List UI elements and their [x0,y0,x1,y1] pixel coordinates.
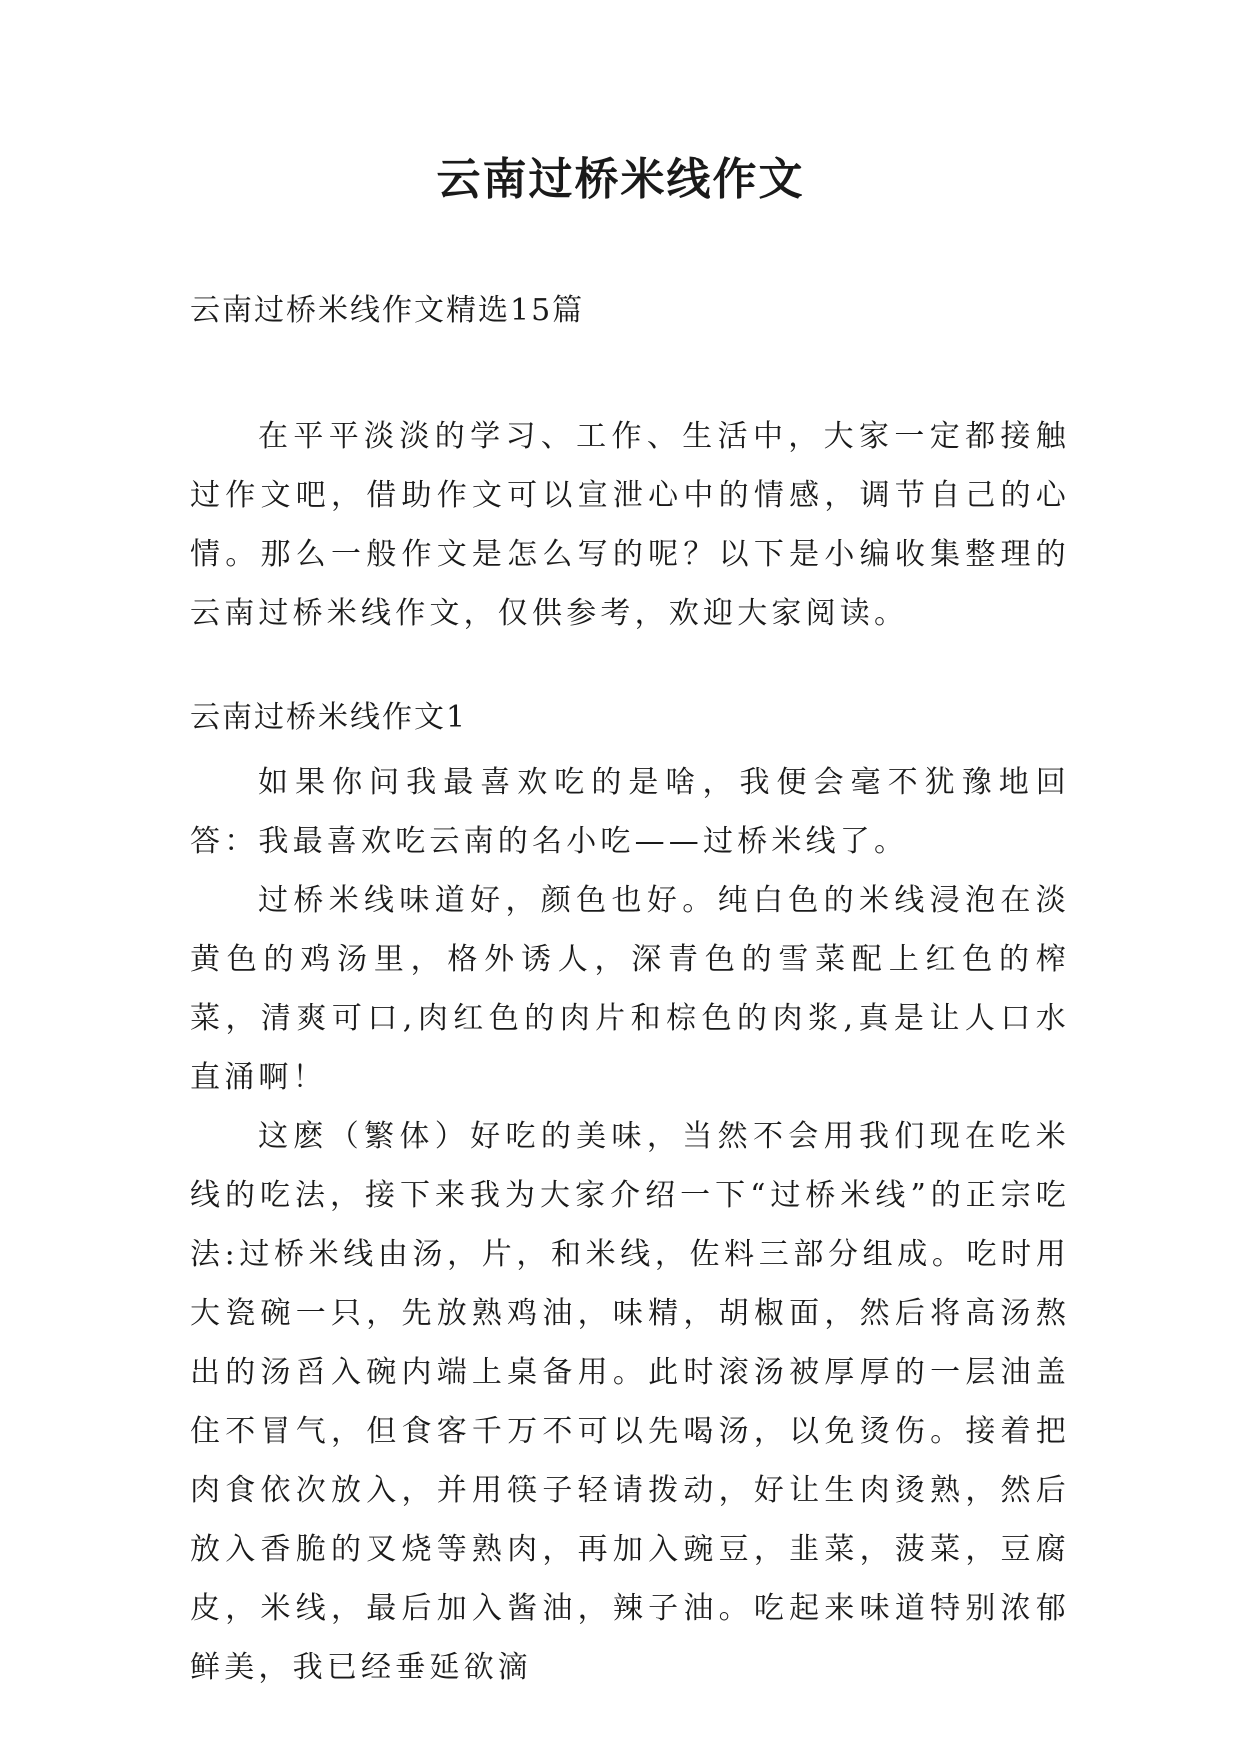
page-title: 云南过桥米线作文 [436,154,805,205]
body-paragraph: 这麽（繁体）好吃的美味，当然不会用我们现在吃米线的吃法，接下来我为大家介绍一下“过桥米线”的正宗吃法:过桥米线由汤，片，和米线，佐料三部分组成。吃时用大瓷碗一只，先放熟鸡油，味精，胡椒面，然后将高汤熬出的汤舀入碗内端上桌备用。此时滚汤被厚厚的一层油盖住不冒气，但食客千万不可以先喝汤，以免烫伤。接着把肉食依次放入，并用筷子轻请拨动，好让生肉烫熟，然后放入香脆的叉烧等熟肉，再加入豌豆，韭菜，菠菜，豆腐皮，米线，最后加入酱油，辣子油。吃起来味道特别浓郁鲜美，我已经垂延欲滴 [190,1119,1070,1685]
essay-body [190,753,1070,1697]
body-paragraph: 如果你问我最喜欢吃的是啥，我便会毫不犹豫地回答：我最喜欢吃云南的名小吃——过桥米线了。 [190,765,1070,859]
intro-paragraph: 在平平淡淡的学习、工作、生活中，大家一定都接触过作文吧，借助作文可以宣泄心中的情感，调节自己的心情。那么一般作文是怎么写的呢？以下是小编收集整理的云南过桥米线作文，仅供参考，欢迎大家阅读。 [190,419,1070,631]
section-heading: 云南过桥米线作文1 [190,700,468,735]
document-subtitle: 云南过桥米线作文精选15篇 [190,293,585,328]
body-paragraph: 过桥米线味道好，颜色也好。纯白色的米线浸泡在淡黄色的鸡汤里，格外诱人，深青色的雪菜配上红色的榨菜，清爽可口,肉红色的肉片和棕色的肉浆,真是让人口水直涌啊！ [190,883,1070,1095]
